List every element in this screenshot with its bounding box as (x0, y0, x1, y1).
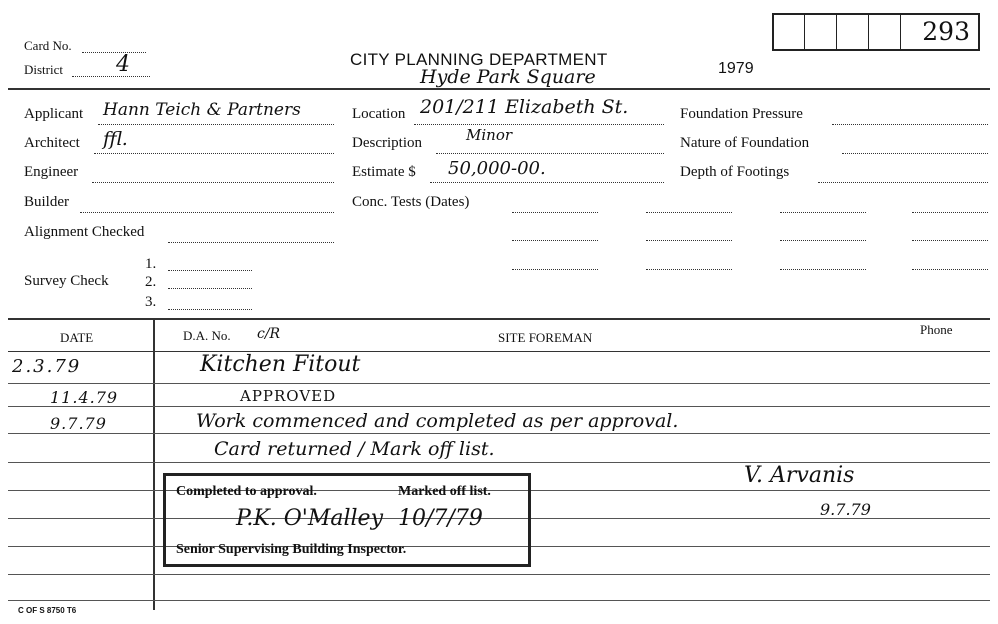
conc-test-slot (780, 212, 866, 213)
alignment-label: Alignment Checked (24, 224, 145, 240)
log-line (8, 383, 990, 384)
district-label: District (24, 62, 63, 77)
card-no-field (82, 52, 146, 53)
stamp-completed-text: Completed to approval. (176, 484, 317, 499)
foreman-signature: V. Arvanis (744, 463, 855, 488)
survey-2-label: 2. (145, 274, 157, 290)
log-row-date: 9.7.79 (50, 414, 107, 433)
district-field (72, 76, 150, 77)
foundation-pressure-label: Foundation Pressure (680, 106, 803, 122)
applicant-field (98, 124, 334, 125)
site-name: Hyde Park Square (420, 66, 596, 88)
conc-test-slot (912, 269, 988, 270)
date-header: DATE (60, 330, 94, 345)
stamp-marked-off-text: Marked off list. (398, 484, 491, 499)
applicant-value: Hann Teich & Partners (103, 100, 301, 120)
conc-tests-label: Conc. Tests (Dates) (352, 194, 470, 210)
log-row-text: Card returned / Mark off list. (214, 438, 495, 460)
da-value: c/R (257, 326, 281, 342)
location-field (414, 124, 664, 125)
conc-test-slot (646, 212, 732, 213)
number-cell (805, 15, 837, 49)
depth-footings-label: Depth of Footings (680, 164, 790, 180)
log-line (8, 574, 990, 575)
log-line (8, 406, 990, 407)
location-label: Location (352, 106, 406, 122)
nature-foundation-label: Nature of Foundation (680, 135, 810, 151)
year: 1979 (718, 60, 754, 77)
conc-test-slot (646, 240, 732, 241)
nature-foundation-field (842, 153, 988, 154)
applicant-label: Applicant (24, 106, 84, 122)
survey-3-label: 3. (145, 294, 157, 310)
header-divider (8, 88, 990, 90)
card-no-label: Card No. (24, 38, 72, 53)
number-cell (869, 15, 901, 49)
log-line (8, 600, 990, 601)
date-column-divider (153, 320, 155, 610)
foundation-pressure-field (832, 124, 988, 125)
site-foreman-header: SITE FOREMAN (498, 330, 593, 345)
conc-test-slot (912, 240, 988, 241)
department-title: CITY PLANNING DEPARTMENT (350, 50, 608, 69)
district-value: 4 (116, 52, 130, 77)
estimate-label: Estimate $ (352, 164, 416, 180)
description-label: Description (352, 135, 422, 151)
number-cell (837, 15, 869, 49)
approval-stamp (163, 473, 531, 567)
survey-check-label: Survey Check (24, 273, 109, 289)
card-number-box (772, 13, 980, 51)
card-number: 293 (922, 17, 970, 46)
builder-field (80, 212, 334, 213)
log-row-text: APPROVED (240, 387, 337, 405)
survey-3-field (168, 309, 252, 310)
survey-1-label: 1. (145, 256, 157, 272)
conc-test-slot (512, 240, 598, 241)
log-row-text: Work commenced and completed as per approval. (196, 410, 679, 432)
estimate-value: 50,000-00. (448, 158, 546, 179)
engineer-label: Engineer (24, 164, 79, 180)
stamp-signature: P.K. O'Malley (236, 506, 384, 531)
estimate-field (430, 182, 664, 183)
stamp-inspector-title: Senior Supervising Building Inspector. (176, 542, 407, 557)
location-value: 201/211 Elizabeth St. (420, 96, 629, 118)
form-code: C OF S 8750 T6 (18, 606, 77, 615)
conc-test-slot (912, 212, 988, 213)
phone-header: Phone (920, 322, 953, 337)
architect-label: Architect (24, 135, 80, 151)
log-row-text: Kitchen Fitout (200, 352, 361, 377)
conc-test-slot (512, 269, 598, 270)
conc-test-slot (646, 269, 732, 270)
log-line (8, 351, 990, 352)
description-field (436, 153, 664, 154)
description-value: Minor (466, 126, 513, 144)
architect-field (94, 153, 334, 154)
stamp-date: 10/7/79 (398, 506, 483, 531)
section-divider (8, 318, 990, 320)
conc-test-slot (512, 212, 598, 213)
conc-test-slot (780, 240, 866, 241)
log-row-date: 2.3.79 (12, 356, 82, 377)
da-label: D.A. No. (183, 328, 231, 343)
log-line (8, 433, 990, 434)
survey-1-field (168, 270, 252, 271)
builder-label: Builder (24, 194, 69, 210)
survey-2-field (168, 288, 252, 289)
architect-value: ffl. (103, 128, 128, 150)
number-cell (774, 15, 805, 49)
conc-test-slot (780, 269, 866, 270)
depth-footings-field (818, 182, 988, 183)
alignment-field (168, 242, 334, 243)
engineer-field (92, 182, 334, 183)
foreman-signature-date: 9.7.79 (820, 500, 871, 519)
log-row-date: 11.4.79 (50, 388, 119, 407)
